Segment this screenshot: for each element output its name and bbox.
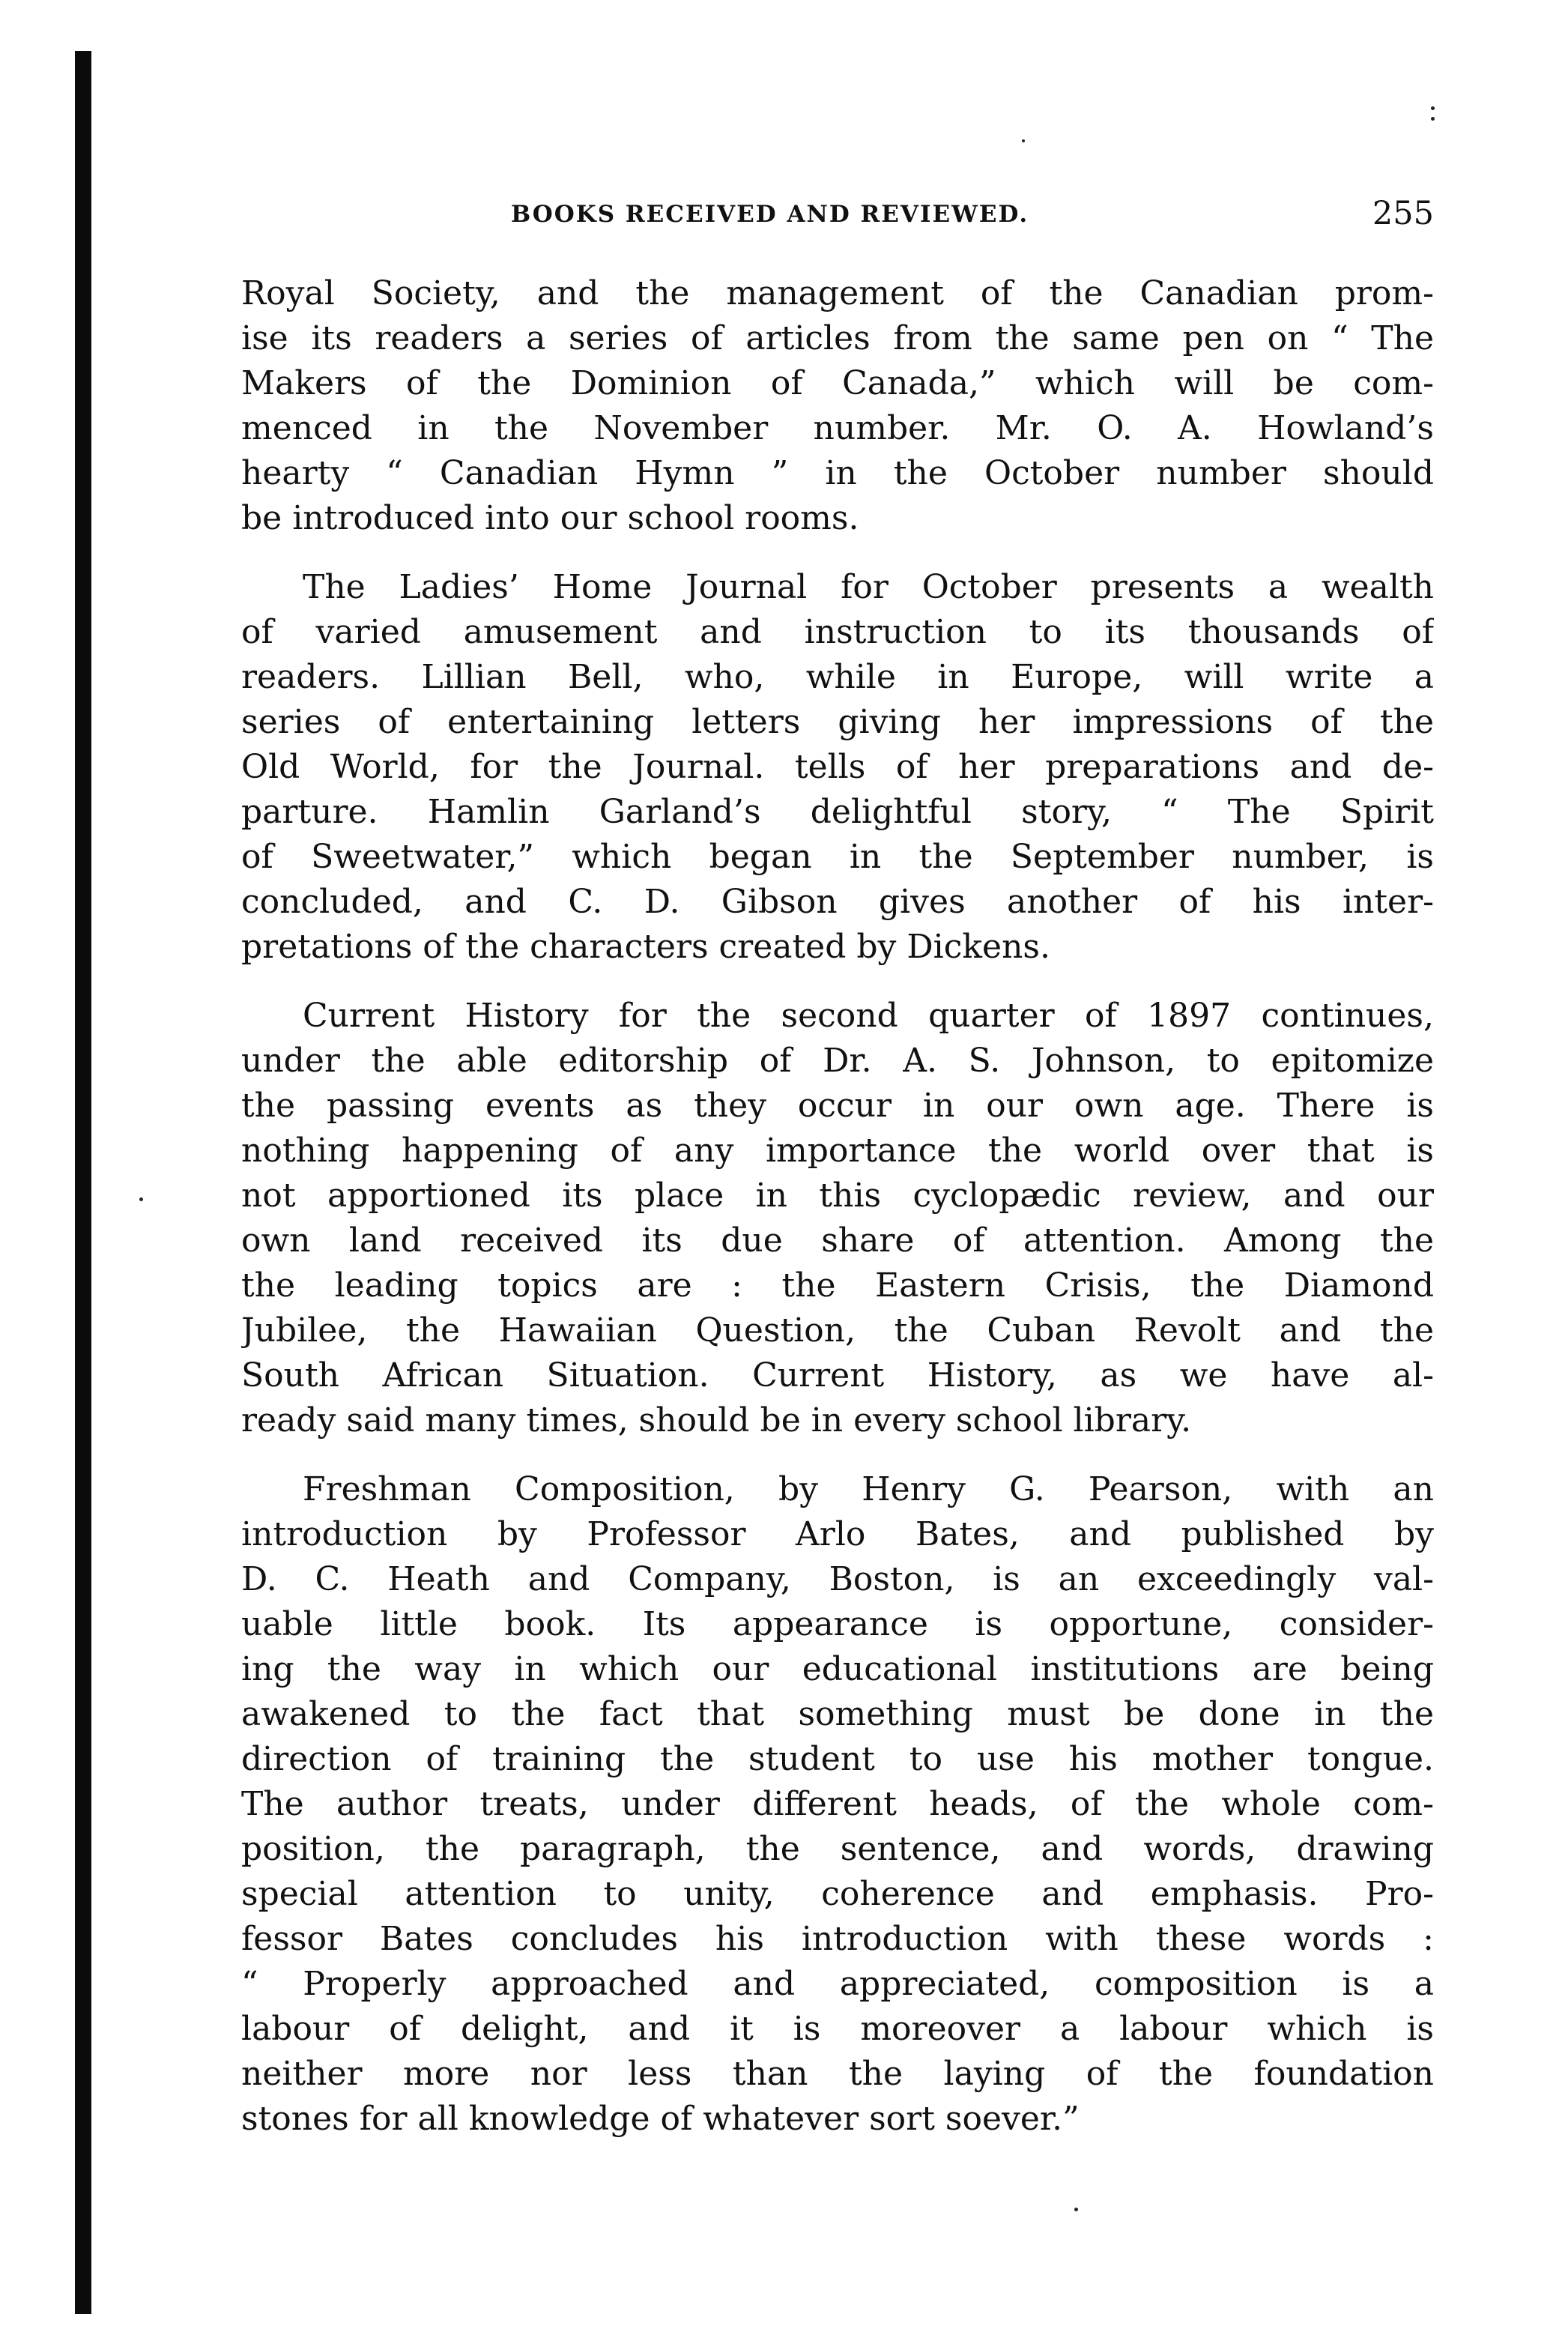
text-line: menced in the November number. Mr. O. A. Howland’s [241, 409, 1434, 447]
running-header [241, 196, 1434, 241]
text-line: stones for all knowledge of whatever sort soever.” [241, 2100, 1080, 2138]
page-number: 255 [1372, 195, 1434, 232]
text-line: uable little book. Its appearance is opportune, consider- [241, 1605, 1434, 1643]
text-line: pretations of the characters created by Dickens. [241, 928, 1050, 966]
text-line: hearty “ Canadian Hymn ” in the October number should [241, 454, 1434, 492]
paragraph-freshman-composition [241, 1467, 1434, 2142]
page-edge-rule [75, 51, 91, 2314]
text-line: “ Properly approached and appreciated, composition is a [241, 1965, 1434, 2003]
text-line: the leading topics are : the Eastern Crisis, the Diamond [241, 1266, 1434, 1305]
text-line: of Sweetwater,” which began in the September number, is [241, 838, 1434, 876]
running-title: BOOKS RECEIVED AND REVIEWED. [511, 201, 1029, 228]
text-line: Current History for the second quarter of 1897 continues, [303, 997, 1434, 1035]
text-line: own land received its due share of attention. Among the [241, 1221, 1434, 1260]
print-speck [1431, 106, 1435, 110]
text-line: nothing happening of any importance the world over that is [241, 1132, 1434, 1170]
text-line: Makers of the Dominion of Canada,” which will be com- [241, 364, 1434, 402]
text-line: introduction by Professor Arlo Bates, and published by [241, 1515, 1434, 1553]
article-body [241, 271, 1434, 2142]
text-line: readers. Lillian Bell, who, while in Europe, will write a [241, 658, 1434, 696]
text-line: under the able editorship of Dr. A. S. Johnson, to epitomize [241, 1042, 1434, 1080]
text-line: Old World, for the Journal. tells of her preparations and de- [241, 748, 1434, 786]
text-line: parture. Hamlin Garland’s delightful story, “ The Spirit [241, 793, 1434, 831]
text-line: the passing events as they occur in our own age. There is [241, 1087, 1434, 1125]
text-line: The author treats, under different heads, of the whole com- [241, 1785, 1434, 1823]
text-line: concluded, and C. D. Gibson gives another of his inter- [241, 883, 1434, 921]
text-line: direction of training the student to use his mother tongue. [241, 1740, 1434, 1778]
text-line: South African Situation. Current History, as we have al- [241, 1356, 1434, 1395]
text-line: ing the way in which our educational institutions are being [241, 1650, 1434, 1688]
text-line: of varied amusement and instruction to its thousands of [241, 613, 1434, 651]
text-line: special attention to unity, coherence and emphasis. Pro- [241, 1875, 1434, 1913]
text-line: labour of delight, and it is moreover a labour which is [241, 2010, 1434, 2048]
print-speck [1431, 117, 1435, 121]
text-line: not apportioned its place in this cyclopædic review, and our [241, 1176, 1434, 1215]
text-line: Freshman Composition, by Henry G. Pearson, with an [303, 1470, 1434, 1508]
text-line: Jubilee, the Hawaiian Question, the Cuban Revolt and the [241, 1311, 1434, 1350]
text-line: series of entertaining letters giving her impressions of the [241, 703, 1434, 741]
paragraph-current-history [241, 994, 1434, 1443]
paragraph-ladies-home-journal [241, 565, 1434, 970]
text-line: ise its readers a series of articles from the same pen on “ The [241, 319, 1434, 357]
text-line: position, the paragraph, the sentence, and words, drawing [241, 1830, 1434, 1868]
text-line: awakened to the fact that something must be done in the [241, 1695, 1434, 1733]
text-line: D. C. Heath and Company, Boston, is an exceedingly val- [241, 1560, 1434, 1598]
text-line: be introduced into our school rooms. [241, 499, 859, 537]
text-line: fessor Bates concludes his introduction with these words : [241, 1920, 1434, 1958]
print-speck [1022, 139, 1025, 142]
paragraph-royal-society [241, 271, 1434, 541]
text-line: The Ladies’ Home Journal for October presents a wealth [303, 568, 1434, 606]
print-speck [139, 1197, 143, 1201]
text-line: ready said many times, should be in every school library. [241, 1401, 1192, 1440]
text-line: neither more nor less than the laying of the foundation [241, 2055, 1434, 2093]
text-line: Royal Society, and the management of the Canadian prom- [241, 274, 1434, 312]
print-speck [1074, 2208, 1078, 2211]
